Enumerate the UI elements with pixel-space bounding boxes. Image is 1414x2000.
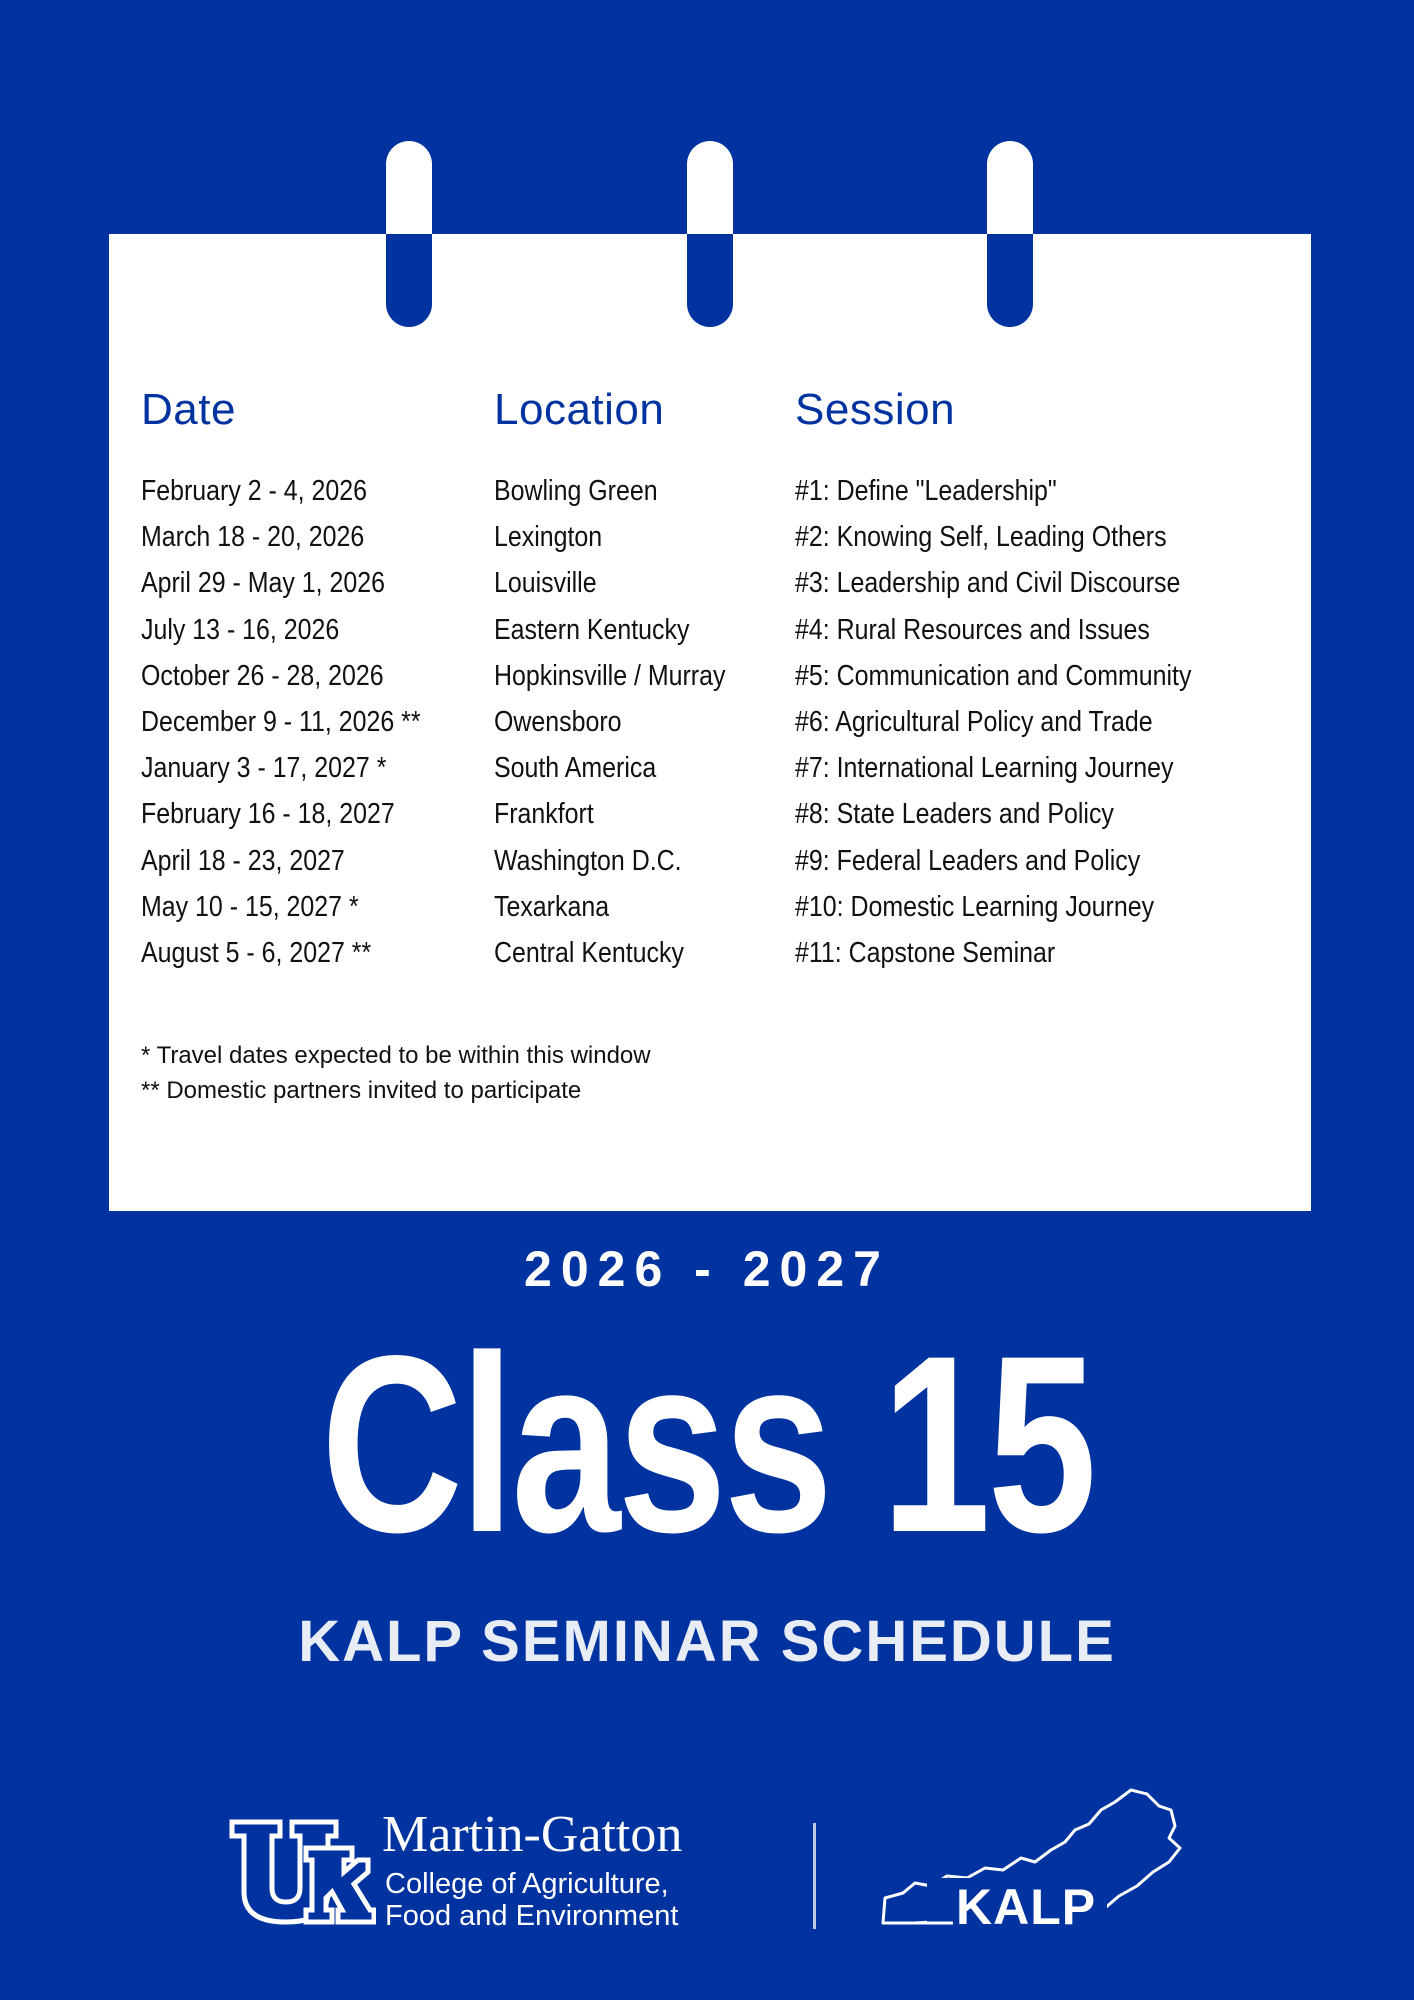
footnote-domestic: ** Domestic partners invited to participate: [141, 1077, 582, 1104]
row-session: #3: Leadership and Civil Discourse: [795, 567, 1181, 600]
row-location: Frankfort: [494, 798, 594, 831]
row-session: #11: Capstone Seminar: [795, 936, 1056, 969]
row-session: #8: State Leaders and Policy: [795, 798, 1114, 831]
row-date: August 5 - 6, 2027 **: [141, 936, 372, 969]
row-session: #5: Communication and Community: [795, 659, 1192, 692]
row-date: March 18 - 20, 2026: [141, 521, 365, 554]
logo-divider: [813, 1823, 816, 1929]
college-name: Martin-Gatton: [382, 1806, 683, 1863]
location-column: [494, 385, 763, 976]
row-location: Texarkana: [494, 890, 610, 923]
session-column: [795, 385, 1256, 976]
kalp-logo-text: KALP: [956, 1879, 1097, 1935]
row-session: #7: International Learning Journey: [795, 752, 1174, 785]
row-location: Washington D.C.: [494, 844, 682, 877]
row-location: South America: [494, 752, 657, 785]
row-location: Louisville: [494, 567, 597, 600]
row-location: Eastern Kentucky: [494, 613, 690, 646]
row-location: Owensboro: [494, 705, 622, 738]
row-location: Central Kentucky: [494, 936, 684, 969]
footnote-travel: * Travel dates expected to be within this window: [141, 1042, 651, 1069]
row-date: January 3 - 17, 2027 *: [141, 752, 387, 785]
row-date: July 13 - 16, 2026: [141, 613, 340, 646]
row-session: #1: Define "Leadership": [795, 475, 1057, 507]
schedule-subtitle: KALP SEMINAR SCHEDULE: [298, 1609, 1116, 1674]
row-session: #4: Rural Resources and Issues: [795, 613, 1150, 646]
calendar-ring: [386, 141, 432, 327]
row-date: October 26 - 28, 2026: [141, 659, 384, 692]
row-session: #10: Domestic Learning Journey: [795, 890, 1155, 923]
row-date: April 29 - May 1, 2026: [141, 567, 385, 600]
date-list: [141, 468, 466, 976]
session-list: [795, 468, 1256, 976]
row-date: February 16 - 18, 2027: [141, 798, 395, 831]
row-date: February 2 - 4, 2026: [141, 475, 367, 507]
date-column: [141, 385, 466, 976]
date-header: Date: [141, 385, 236, 434]
calendar-ring: [687, 141, 733, 327]
college-line-2: Food and Environment: [385, 1900, 679, 1932]
row-session: #6: Agricultural Policy and Trade: [795, 705, 1153, 738]
row-date: December 9 - 11, 2026 **: [141, 705, 421, 738]
calendar-ring: [987, 141, 1033, 327]
footnotes: [141, 1038, 651, 1108]
row-date: May 10 - 15, 2027 *: [141, 890, 359, 923]
row-location: Hopkinsville / Murray: [494, 659, 726, 692]
college-line-1: College of Agriculture,: [385, 1868, 669, 1900]
row-session: #2: Knowing Self, Leading Others: [795, 521, 1167, 554]
uk-logo-icon: [228, 1818, 376, 1930]
year-range: 2026 - 2027: [524, 1241, 890, 1297]
row-session: #9: Federal Leaders and Policy: [795, 844, 1141, 877]
session-header: Session: [795, 385, 956, 434]
class-title: [0, 1300, 1414, 1590]
row-location: Lexington: [494, 521, 603, 554]
location-header: Location: [494, 385, 665, 434]
location-list: [494, 468, 763, 976]
row-date: April 18 - 23, 2027: [141, 844, 345, 877]
class-title-text: Class 15: [320, 1304, 1094, 1585]
row-location: Bowling Green: [494, 475, 658, 507]
